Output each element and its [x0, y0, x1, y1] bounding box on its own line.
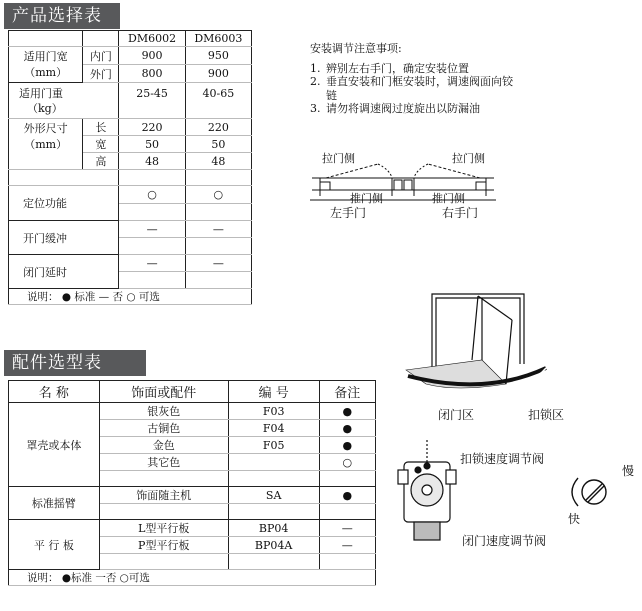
item-cell: L型平行板 [99, 520, 228, 537]
cell-value: 50 [185, 136, 251, 153]
speed-valve-diagram [396, 440, 466, 550]
model-header: DM6003 [185, 31, 251, 47]
row-sublabel: 外门 [83, 65, 119, 83]
code-cell: F04 [228, 420, 319, 437]
row-sublabel: 宽 [83, 136, 119, 153]
cell-value: 48 [185, 153, 251, 170]
note-item: 1. 辨别左右手门，确定安装位置 [310, 61, 469, 75]
remark-cell: ● [319, 487, 375, 504]
cell-value: ○ [119, 186, 185, 204]
row-sublabel: 内门 [83, 47, 119, 65]
code-cell: BP04A [228, 537, 319, 554]
item-cell: 银灰色 [99, 403, 228, 420]
door-zones-diagram [396, 280, 556, 400]
pull-side-right-label: 拉门侧 [452, 152, 485, 165]
table-row [9, 47, 252, 65]
cell-value: — [185, 255, 251, 272]
note-item: 3. 请勿将调速阀过度旋出以防漏油 [310, 102, 480, 115]
cell-value: 40-65 [185, 83, 251, 119]
remark-cell: ● [319, 437, 375, 454]
table-header-row [9, 31, 252, 47]
remark-cell: ● [319, 403, 375, 420]
accessory-selection-table [8, 380, 376, 586]
legend-row [9, 289, 252, 305]
cell-value: ○ [185, 186, 251, 204]
cell-value: 25-45 [119, 83, 185, 119]
group-label: 平 行 板 [9, 520, 100, 570]
row-label: 定位功能 [9, 186, 119, 221]
cell-value: 220 [185, 119, 251, 136]
column-header: 编 号 [228, 381, 319, 403]
push-side-right-label: 推门侧 [432, 192, 465, 205]
code-cell: SA [228, 487, 319, 504]
slow-label: 慢 [622, 464, 635, 478]
product-selection-table [8, 30, 252, 305]
item-cell: 其它色 [99, 454, 228, 471]
table-row [9, 119, 252, 136]
cell-value: 50 [119, 136, 185, 153]
table-row [9, 221, 252, 238]
row-label: 开门缓冲 [9, 221, 119, 255]
cell-value: 220 [119, 119, 185, 136]
table-row [9, 186, 252, 204]
left-hand-door-label: 左手门 [330, 206, 367, 220]
installation-notes [310, 42, 516, 116]
remark-cell: — [319, 537, 375, 554]
legend-row [9, 570, 376, 586]
group-label: 罩壳或本体 [9, 403, 100, 487]
row-label: 适用门宽 （mm） [9, 47, 83, 83]
cell-value: — [119, 221, 185, 238]
remark-cell: ● [319, 420, 375, 437]
cell-value: — [119, 255, 185, 272]
code-cell [228, 454, 319, 471]
table-row [9, 487, 376, 504]
remark-cell: ○ [319, 454, 375, 471]
row-sublabel: 长 [83, 119, 119, 136]
accessory-selection-title: 配件选型表 [12, 353, 102, 373]
item-cell: 古铜色 [99, 420, 228, 437]
legend-note: 说明： ● 标准 — 否 ○ 可选 [9, 289, 252, 305]
remark-cell: — [319, 520, 375, 537]
accessory-selection-banner [4, 350, 146, 376]
notes-title: 安装调节注意事项: [310, 42, 402, 55]
close-speed-valve-label: 闭门速度调节阀 [462, 534, 547, 548]
fast-label: 快 [568, 512, 581, 526]
model-header: DM6002 [119, 31, 185, 47]
item-cell: 金色 [99, 437, 228, 454]
group-label: 标准摇臂 [9, 487, 100, 520]
item-cell: P型平行板 [99, 537, 228, 554]
product-selection-banner [4, 3, 120, 29]
row-label: 闭门延时 [9, 255, 119, 289]
legend-note: 说明： ●标准 一否 ○可选 [9, 570, 376, 586]
speed-adjust-knob-icon [564, 470, 616, 514]
cell-value: — [185, 221, 251, 238]
right-hand-door-label: 右手门 [442, 206, 479, 220]
column-header: 饰面或配件 [99, 381, 228, 403]
table-row [9, 403, 376, 420]
item-cell: 饰面随主机 [99, 487, 228, 504]
close-zone-label: 闭门区 [438, 408, 475, 422]
cell-value: 800 [119, 65, 185, 83]
code-cell: BP04 [228, 520, 319, 537]
table-row [9, 83, 252, 119]
cell-value: 900 [119, 47, 185, 65]
column-header: 名 称 [9, 381, 100, 403]
code-cell: F05 [228, 437, 319, 454]
cell-value: 48 [119, 153, 185, 170]
table-row [9, 255, 252, 272]
table-header-row [9, 381, 376, 403]
push-side-left-label: 推门侧 [350, 192, 383, 205]
cell-value: 950 [185, 47, 251, 65]
column-header: 备注 [319, 381, 375, 403]
latch-zone-label: 扣锁区 [528, 408, 565, 422]
product-selection-title: 产品选择表 [12, 6, 102, 26]
row-label: 适用门重 （kg） [9, 83, 119, 119]
table-row [9, 520, 376, 537]
latch-speed-valve-label: 扣锁速度调节阀 [460, 452, 545, 466]
note-item: 2. 垂直安装和门框安装时，调速阀面向铰链 [310, 75, 513, 102]
row-label: 外形尺寸 （mm） [9, 119, 83, 170]
pull-side-left-label: 拉门侧 [322, 152, 355, 165]
cell-value: 900 [185, 65, 251, 83]
code-cell: F03 [228, 403, 319, 420]
row-sublabel: 高 [83, 153, 119, 170]
